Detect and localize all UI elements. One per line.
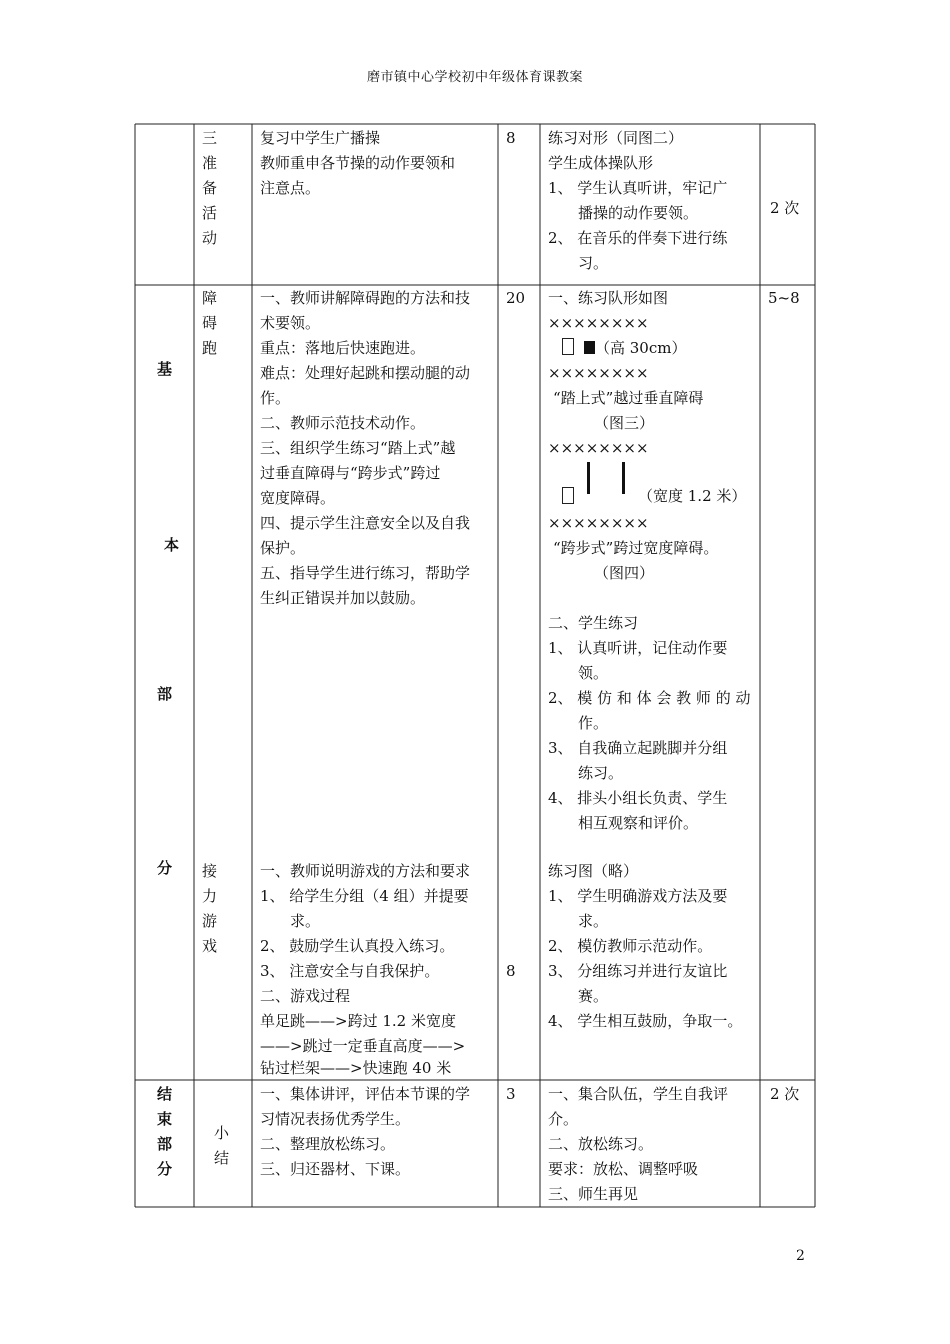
basic-content1-line: 一、教师讲解障碍跑的方法和技 [260, 289, 471, 307]
basic-content2-line: ——>跳过一定垂直高度——> [260, 1037, 466, 1055]
prep-content-line: 复习中学生广播操 [260, 129, 381, 147]
basic-content1-line: 生纠正错误并加以鼓励。 [260, 589, 426, 607]
formation-row: ×××××××× [548, 314, 649, 332]
basic-content1-line: 四、提示学生注意安全以及自我 [260, 514, 471, 532]
basic-content1-line: 保护。 [260, 539, 306, 557]
practice-line: 作。 [578, 714, 609, 732]
practice-line: 1、 认真听讲，记住动作要 [548, 639, 728, 657]
practice-line: 2、 模 仿 和 体 会 教 师 的 动 [548, 689, 751, 707]
prep-sub-char: 动 [202, 229, 218, 247]
basic-section-char: 部 [157, 685, 173, 703]
practice-line: 领。 [578, 664, 609, 682]
org2-line: 1、 学生明确游戏方法及要 [548, 887, 728, 905]
basic-content2-line: 2、 鼓励学生认真投入练习。 [260, 937, 455, 955]
prep-sub-char: 三 [202, 129, 218, 147]
figure3-caption: “踏上式”越过垂直障碍 [553, 389, 704, 407]
obstacle-block-icon [584, 341, 595, 354]
prep-content-line: 注意点。 [260, 179, 321, 197]
formation-row: ×××××××× [548, 364, 649, 382]
end-org-line: 要求：放松、调整呼吸 [548, 1160, 699, 1178]
org2-line: 2、 模仿教师示范动作。 [548, 937, 713, 955]
end-sub-char: 结 [214, 1149, 230, 1167]
formation-row: ×××××××× [548, 514, 649, 532]
basic-sub1-char: 碍 [202, 314, 218, 332]
figure4-caption: “跨步式”跨过宽度障碍。 [553, 539, 719, 557]
org2-line: 4、 学生相互鼓励，争取一。 [548, 1012, 743, 1030]
basic-content1-line: 过垂直障碍与“跨步式”跨过 [260, 464, 441, 482]
org1-title: 一、练习队形如图 [548, 289, 669, 307]
basic-sub1-char: 障 [202, 289, 218, 307]
width-obstacle-left-bar [587, 462, 590, 494]
basic-content2-line: 单足跳——>跨过 1.2 米宽度 [260, 1012, 456, 1030]
end-content-line: 习情况表扬优秀学生。 [260, 1110, 411, 1128]
end-org-line: 二、放松练习。 [548, 1135, 654, 1153]
practice-line: 4、 排头小组长负责、学生 [548, 789, 728, 807]
end-time: 3 [506, 1085, 516, 1103]
figure3-label: （图三） [594, 414, 655, 432]
end-section-char: 部 [157, 1135, 173, 1153]
prep-sub-char: 活 [202, 204, 218, 222]
prep-org-line: 1、 学生认真听讲，牢记广 [548, 179, 728, 197]
student-marker-icon [562, 338, 574, 355]
org2-line: 3、 分组练习并进行友谊比 [548, 962, 728, 980]
prep-org-line: 学生成体操队形 [548, 154, 654, 172]
end-content-line: 三、归还器材、下课。 [260, 1160, 411, 1178]
basic-count1: 5~8 [768, 289, 800, 307]
org2-line: 求。 [578, 912, 609, 930]
org2-line: 赛。 [578, 987, 609, 1005]
end-count: 2 次 [770, 1085, 800, 1103]
end-org-line: 一、集合队伍，学生自我评 [548, 1085, 729, 1103]
prep-org-line: 练习对形（同图二） [548, 129, 684, 147]
prep-time: 8 [506, 129, 516, 147]
practice-line: 练习。 [578, 764, 624, 782]
prep-count: 2 次 [770, 199, 800, 217]
basic-content1-line: 难点：处理好起跳和摆动腿的动 [260, 364, 471, 382]
prep-org-line: 习。 [578, 254, 609, 272]
end-org-line: 三、师生再见 [548, 1185, 639, 1203]
basic-content2-line: 1、 给学生分组（4 组）并提要 [260, 887, 469, 905]
basic-content2-line: 一、教师说明游戏的方法和要求 [260, 862, 471, 880]
end-section-char: 分 [157, 1160, 173, 1178]
basic-sub2-char: 接 [202, 862, 218, 880]
basic-sub1-char: 跑 [202, 339, 218, 357]
basic-content2-line: 3、 注意安全与自我保护。 [260, 962, 440, 980]
basic-content2-line: 求。 [290, 912, 321, 930]
width-label: （宽度 1.2 米） [638, 487, 747, 505]
basic-content2-line: 二、游戏过程 [260, 987, 351, 1005]
basic-content1-line: 重点：落地后快速跑进。 [260, 339, 426, 357]
end-section-char: 束 [157, 1110, 173, 1128]
prep-sub-char: 准 [202, 154, 218, 172]
prep-sub-char: 备 [202, 179, 218, 197]
basic-section-char: 本 [164, 536, 180, 554]
vertical-obstacle-diagram [562, 336, 686, 361]
basic-content1-line: 五、指导学生进行练习，帮助学 [260, 564, 471, 582]
page-number: 2 [796, 1248, 805, 1264]
practice-line: 3、 自我确立起跳脚并分组 [548, 739, 728, 757]
basic-content1-line: 作。 [260, 389, 291, 407]
end-sub-char: 小 [214, 1124, 230, 1142]
practice-line: 相互观察和评价。 [578, 814, 699, 832]
basic-sub2-char: 戏 [202, 937, 218, 955]
prep-org-line: 播操的动作要领。 [578, 204, 699, 222]
basic-sub2-char: 力 [202, 887, 218, 905]
basic-section-char: 分 [157, 859, 173, 877]
basic-content1-line: 宽度障碍。 [260, 489, 336, 507]
width-obstacle-right-bar [622, 462, 625, 494]
prep-content-line: 教师重申各节操的动作要领和 [260, 154, 456, 172]
basic-content2-line: 钻过栏架——>快速跑 40 米 [260, 1059, 452, 1077]
basic-content1-line: 术要领。 [260, 314, 321, 332]
prep-org-line: 2、 在音乐的伴奏下进行练 [548, 229, 728, 247]
basic-section-char: 基 [157, 360, 173, 378]
end-content-line: 一、集体讲评，评估本节课的学 [260, 1085, 471, 1103]
end-org-line: 介。 [548, 1110, 579, 1128]
org2-line: 练习图（略） [548, 862, 639, 880]
basic-sub2-char: 游 [202, 912, 218, 930]
page-header: 磨市镇中心学校初中年级体育课教案 [366, 70, 583, 85]
figure4-label: （图四） [594, 564, 655, 582]
basic-content1-line: 二、教师示范技术动作。 [260, 414, 426, 432]
end-content-line: 二、整理放松练习。 [260, 1135, 396, 1153]
student-marker-icon [562, 485, 584, 510]
basic-content1-line: 三、组织学生练习“踏上式”越 [260, 439, 456, 457]
basic-time2: 8 [506, 962, 516, 980]
end-section-char: 结 [157, 1085, 173, 1103]
height-label: （高 30cm） [595, 339, 687, 357]
practice-title: 二、学生练习 [548, 614, 639, 632]
formation-row: ×××××××× [548, 439, 649, 457]
basic-time1: 20 [506, 289, 526, 307]
